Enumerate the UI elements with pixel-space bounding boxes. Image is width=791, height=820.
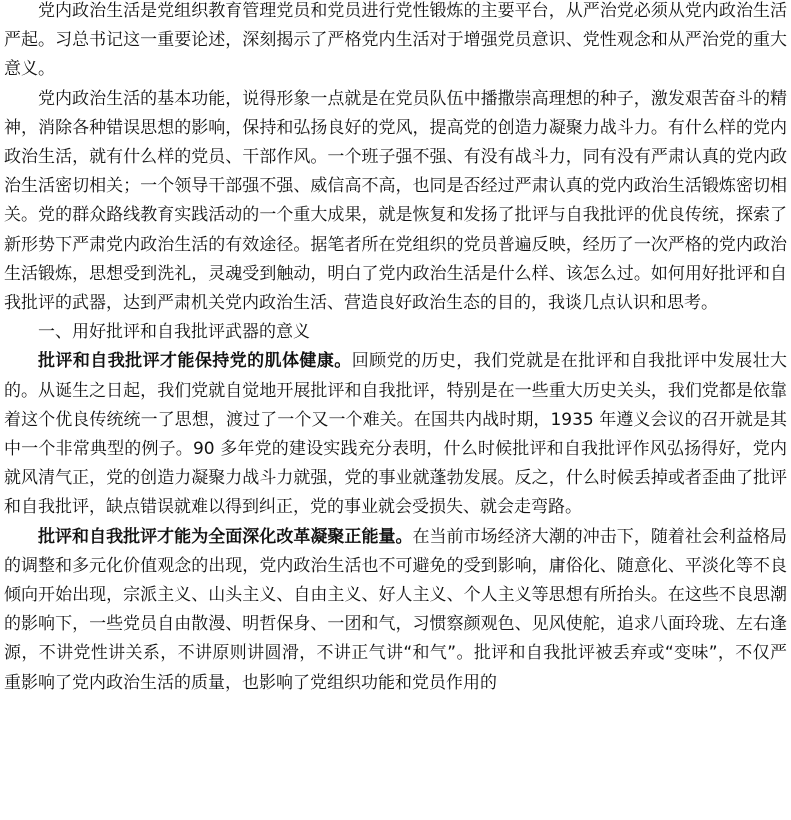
paragraph-text: 党内政治生活的基本功能，说得形象一点就是在党员队伍中播撒崇高理想的种子，激发艰苦奋斗的精神，消除各种错误思想的影响，保持和弘扬良好的党风，提高党的创造力凝聚力战斗力。有什么样的党内政治生活，就有什么样的党员、干部作风。一个班子强不强、有没有战斗力，同有没有严肃认真的党内政治生活密切相关；一个领导干部强不强、威信高不高，也同是否经过严肃认真的党内政治生活锻炼密切相关。党的群众路线教育实践活动的一个重大成果，就是恢复和发扬了批评与自我批评的优良传统，探索了新形势下严肃党内政治生活的有效途径。据笔者所在党组织的党员普遍反映，经历了一次严格的党内政治生活锻炼，思想受到洗礼，灵魂受到触动，明白了党内政治生活是什么样、该怎么过。如何用好批评和自我批评的武器，达到严肃机关党内政治生活、营造良好政治生态的目的，我谈几点认识和思考。 — [4, 88, 787, 314]
paragraph — [4, 523, 787, 698]
paragraph-text: 党内政治生活是党组织教育管理党员和党员进行党性锻炼的主要平台，从严治党必须从党内政治生活严起。习总书记这一重要论述，深刻揭示了严格党内生活对于增强党员意识、党性观念和从严治党的重大意义。 — [4, 1, 787, 80]
document-body — [4, 0, 787, 698]
paragraph-lead-sentence: 批评和自我批评才能保持党的肌体健康。 — [38, 351, 352, 372]
paragraph — [4, 347, 787, 522]
paragraph-text: 在当前市场经济大潮的冲击下，随着社会利益格局的调整和多元化价值观念的出现，党内政治生活也不可避免的受到影响，庸俗化、随意化、平淡化等不良倾向开始出现，宗派主义、山头主义、自由主义、好人主义、个人主义等思想有所抬头。在这些不良思潮的影响下，一些党员自由散漫、明哲保身、一团和气，习惯察颜观色、见风使舵，追求八面玲珑、左右逢源，不讲党性讲关系，不讲原则讲圆滑，不讲正气讲“和气”。批评和自我批评被丢弃或“变味”，不仅严重影响了党内政治生活的质量，也影响了党组织功能和党员作用的 — [4, 526, 788, 693]
paragraph — [4, 85, 787, 319]
paragraph — [4, 0, 787, 85]
section-heading-text: 一、用好批评和自我批评武器的意义 — [38, 322, 310, 343]
paragraph-lead-sentence: 批评和自我批评才能为全面深化改革凝聚正能量。 — [38, 526, 413, 547]
paragraph-text: 回顾党的历史，我们党就是在批评和自我批评中发展壮大的。从诞生之日起，我们党就自觉地开展批评和自我批评，特别是在一些重大历史关头，我们党都是依靠着这个优良传统统一了思想，渡过了一个又一个难关。在国共内战时期，1935 年遵义会议的召开就是其中一个非常典型的例子。90 多年党的建设实践充分表明，什么时候批评和自我批评作风弘扬得好，党内就风清气正，党的创造力凝聚力战斗力就强，党的事业就蓬勃发展。反之，什么时候丢掉或者歪曲了批评和自我批评，缺点错误就难以得到纠正，党的事业就会受损失、就会走弯路。 — [4, 351, 788, 518]
section-heading — [4, 318, 787, 347]
